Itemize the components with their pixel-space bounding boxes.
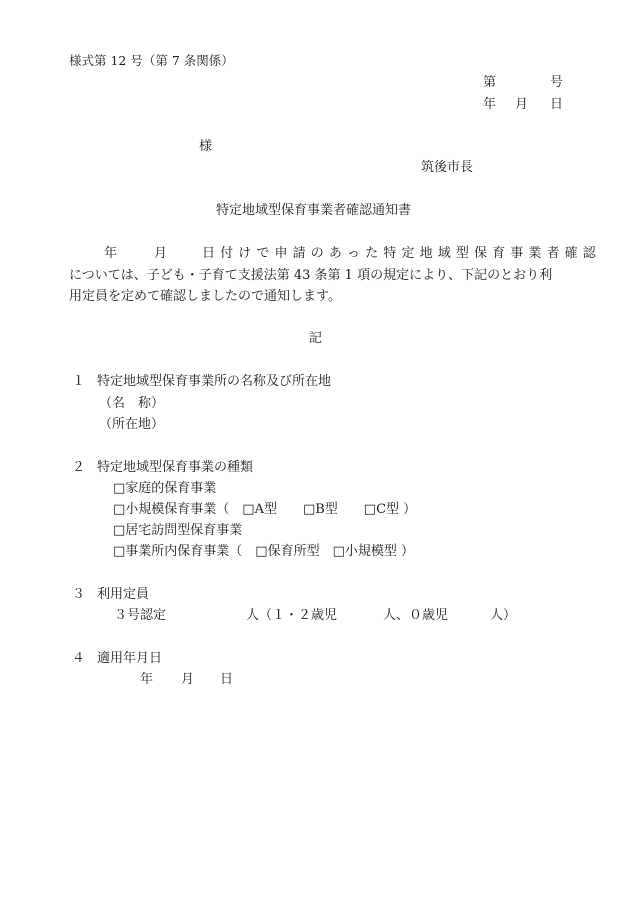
doc-number-prefix: 第 xyxy=(483,75,497,90)
section1-name-label: （名 称） xyxy=(99,396,165,411)
section4-year: 年 xyxy=(140,672,154,687)
section4-heading: 適用年月日 xyxy=(97,651,163,666)
doc-number-suffix: 号 xyxy=(550,75,564,90)
section3-capacity-label: ３号認定 xyxy=(114,608,167,623)
section1-heading: 特定地域型保育事業所の名称及び所在地 xyxy=(97,374,332,389)
section3-number: ３ xyxy=(72,587,86,602)
section3-unit: 人（１・２歳児 xyxy=(246,608,338,623)
date-day: 日 xyxy=(550,97,564,112)
section2-option: □小規模保育事業（ □A型 □B型 □C型 ） xyxy=(113,502,417,517)
section2-number: ２ xyxy=(72,460,86,475)
document-title: 特定地域型保育事業者確認通知書 xyxy=(216,203,412,218)
addressee: 様 xyxy=(199,139,213,154)
date-month: 月 xyxy=(515,97,529,112)
section1-number: １ xyxy=(72,374,86,389)
intro-line1: 日 付 け で 申 請 の あ っ た 特 定 地 域 型 保 育 事 業 者 確 認 xyxy=(202,246,597,261)
section4-day: 日 xyxy=(220,672,234,687)
section2-option: □家庭的保育事業 xyxy=(113,481,217,496)
form-label: 様式第 12 号（第 7 条関係） xyxy=(69,53,234,68)
sender: 筑後市長 xyxy=(421,160,474,175)
section2-option: □居宅訪問型保育事業 xyxy=(113,523,243,538)
ki-label: 記 xyxy=(309,331,323,346)
intro-month: 月 xyxy=(154,246,168,261)
section3-unit2: 人、０歳児 xyxy=(383,608,449,623)
section2-heading: 特定地域型保育事業の種類 xyxy=(97,460,254,475)
section1-address-label: （所在地） xyxy=(99,417,165,432)
section3-unit3: 人） xyxy=(490,608,517,623)
section2-option: □事業所内保育事業（ □保育所型 □小規模型 ） xyxy=(113,544,414,559)
intro-line2: については、子ども・子育て支援法第 43 条第 1 項の規定により、下記のとおり利 xyxy=(69,268,553,283)
date-year: 年 xyxy=(483,97,497,112)
intro-year: 年 xyxy=(104,246,118,261)
section4-month: 月 xyxy=(181,672,195,687)
intro-line3: 用定員を定めて確認しましたので通知します。 xyxy=(69,289,341,304)
section4-number: ４ xyxy=(72,651,86,666)
section3-heading: 利用定員 xyxy=(97,587,150,602)
